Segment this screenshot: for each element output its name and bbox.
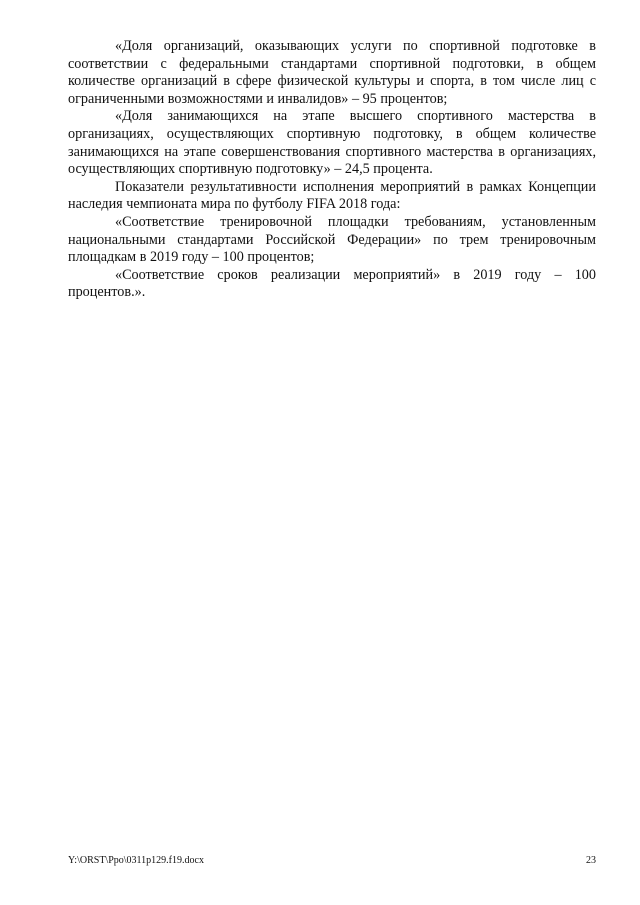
paragraph-fifa-indicators: Показатели результативности исполнения мероприятий в рамках Концепции наследия чемпионата мира по футболу FIFA 2018 года: (68, 178, 596, 213)
document-body (68, 38, 596, 302)
footer-file-path: Y:\ORST\Ppo\0311p129.f19.docx (68, 855, 204, 866)
paragraph-share-athletes: «Доля занимающихся на этапе высшего спортивного мастерства в организациях, осуществляющих спортивную подготовку, в общем количестве занимающихся на этапе совершенствования спортивного мастерства в организациях, осуществляющих спортивную подготовку» – 24,5 процента. (68, 108, 596, 178)
paragraph-deadlines: «Соответствие сроков реализации мероприятий» в 2019 году – 100 процентов.». (68, 266, 596, 301)
paragraph-share-organizations: «Доля организаций, оказывающих услуги по спортивной подготовке в соответствии с федеральными стандартами спортивной подготовки, в общем количестве организаций в сфере физической культуры и спорта, в том числе лиц с ограниченными возможностями и инвалидов» – 95 процентов; (68, 38, 596, 107)
footer-page-number: 23 (586, 855, 596, 866)
paragraph-training-grounds: «Соответствие тренировочной площадки требованиям, установленным национальными стандартами Российской Федерации» по трем тренировочным площадкам в 2019 году – 100 процентов; (68, 213, 596, 266)
